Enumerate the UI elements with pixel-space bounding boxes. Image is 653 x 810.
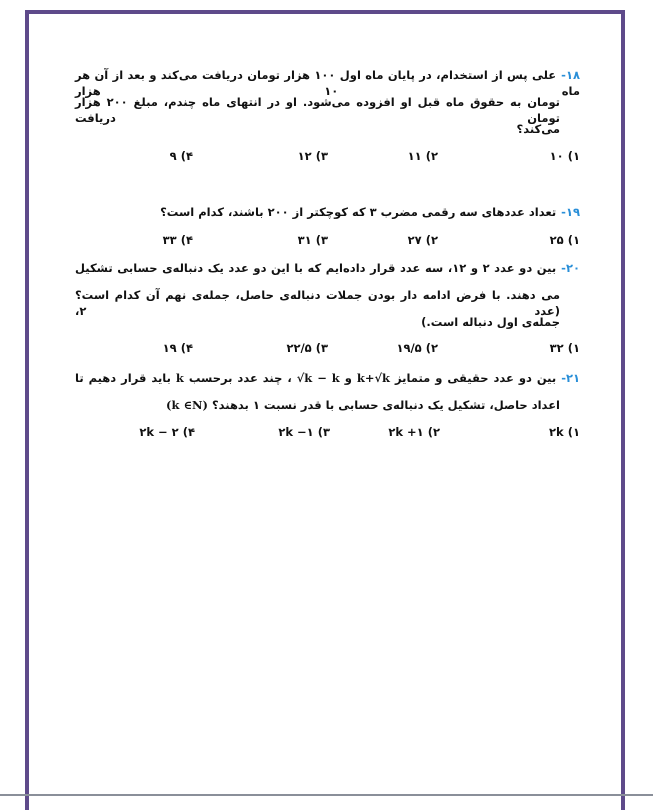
question-number: ۲۱- bbox=[561, 371, 581, 385]
question-text: بین دو عدد ۲ و ۱۲، سه عدد قرار داده‌ایم که با این دو عدد یک دنباله‌ی حسابی تشکیل bbox=[75, 261, 557, 275]
question-text: اعداد حاصل، تشکیل یک دنباله‌ی حسابی با قدر نسبت ۱ بدهند؟ bbox=[211, 398, 560, 412]
question-text: باید قرار دهیم تا bbox=[75, 371, 171, 385]
option-2[interactable]: ۲) ۲k +۱ bbox=[388, 425, 440, 439]
question-19-line-1 bbox=[75, 204, 580, 220]
question-20-line-1 bbox=[75, 260, 580, 276]
option-4[interactable]: ۴) ۲k − ۲ bbox=[139, 425, 195, 439]
question-20-line-2: می دهند. با فرض ادامه دار بودن جملات دنباله‌ی حاصل، جمله‌ی نهم آن کدام است؟ (عدد ۲، bbox=[75, 288, 560, 318]
question-18-line-2: تومان به حقوق ماه قبل او افزوده می‌شود. او در انتهای ماه چندم، مبلغ ۲۰۰ هزار تومان دریافت bbox=[75, 95, 560, 125]
question-text: بین دو عدد حقیقی و متمایز bbox=[394, 371, 557, 385]
option-1[interactable]: ۱) ۲k bbox=[549, 425, 580, 439]
question-text: تعداد عددهای سه رقمی مضرب ۳ که کوچکتر از ۲۰۰ باشند، کدام است؟ bbox=[160, 205, 557, 219]
math-expression: k bbox=[175, 371, 184, 385]
question-21-line-1 bbox=[75, 370, 580, 386]
option-4[interactable]: ۴) ۱۹ bbox=[162, 341, 193, 355]
option-3[interactable]: ۳) ۳۱ bbox=[297, 233, 328, 247]
option-2[interactable]: ۲) ۱۹/۵ bbox=[396, 341, 438, 355]
option-1[interactable]: ۱) ۲۵ bbox=[549, 233, 580, 247]
math-expression: √k − k bbox=[296, 371, 340, 385]
question-21-line-2 bbox=[75, 397, 560, 413]
option-1[interactable]: ۱) ۱۰ bbox=[549, 149, 580, 163]
question-18-line-3: می‌کند؟ bbox=[516, 122, 560, 136]
question-20-line-3: جمله‌ی اول دنباله است.) bbox=[421, 315, 560, 329]
option-2[interactable]: ۲) ۲۷ bbox=[407, 233, 438, 247]
math-expression: k+√k bbox=[356, 371, 390, 385]
question-number: ۱۹- bbox=[561, 205, 580, 219]
math-expression: (k ∈N) bbox=[166, 398, 208, 412]
question-text: و bbox=[344, 371, 352, 385]
question-text: علی پس از استخدام، در پایان ماه اول ۱۰۰ هزار تومان دریافت می‌کند و بعد از آن هر ماه ۱۰ هزار bbox=[75, 68, 580, 98]
question-number: ۲۰- bbox=[561, 261, 580, 275]
option-4[interactable]: ۴) ۹ bbox=[169, 149, 193, 163]
option-3[interactable]: ۳) ۲k −۱ bbox=[278, 425, 330, 439]
question-text: ، چند عدد برحسب bbox=[188, 371, 292, 385]
question-number: ۱۸- bbox=[561, 68, 580, 82]
option-1[interactable]: ۱) ۳۲ bbox=[549, 341, 580, 355]
option-4[interactable]: ۴) ۳۳ bbox=[162, 233, 193, 247]
option-2[interactable]: ۲) ۱۱ bbox=[407, 149, 438, 163]
option-3[interactable]: ۳) ۱۲ bbox=[297, 149, 328, 163]
option-3[interactable]: ۳) ۲۲/۵ bbox=[286, 341, 328, 355]
